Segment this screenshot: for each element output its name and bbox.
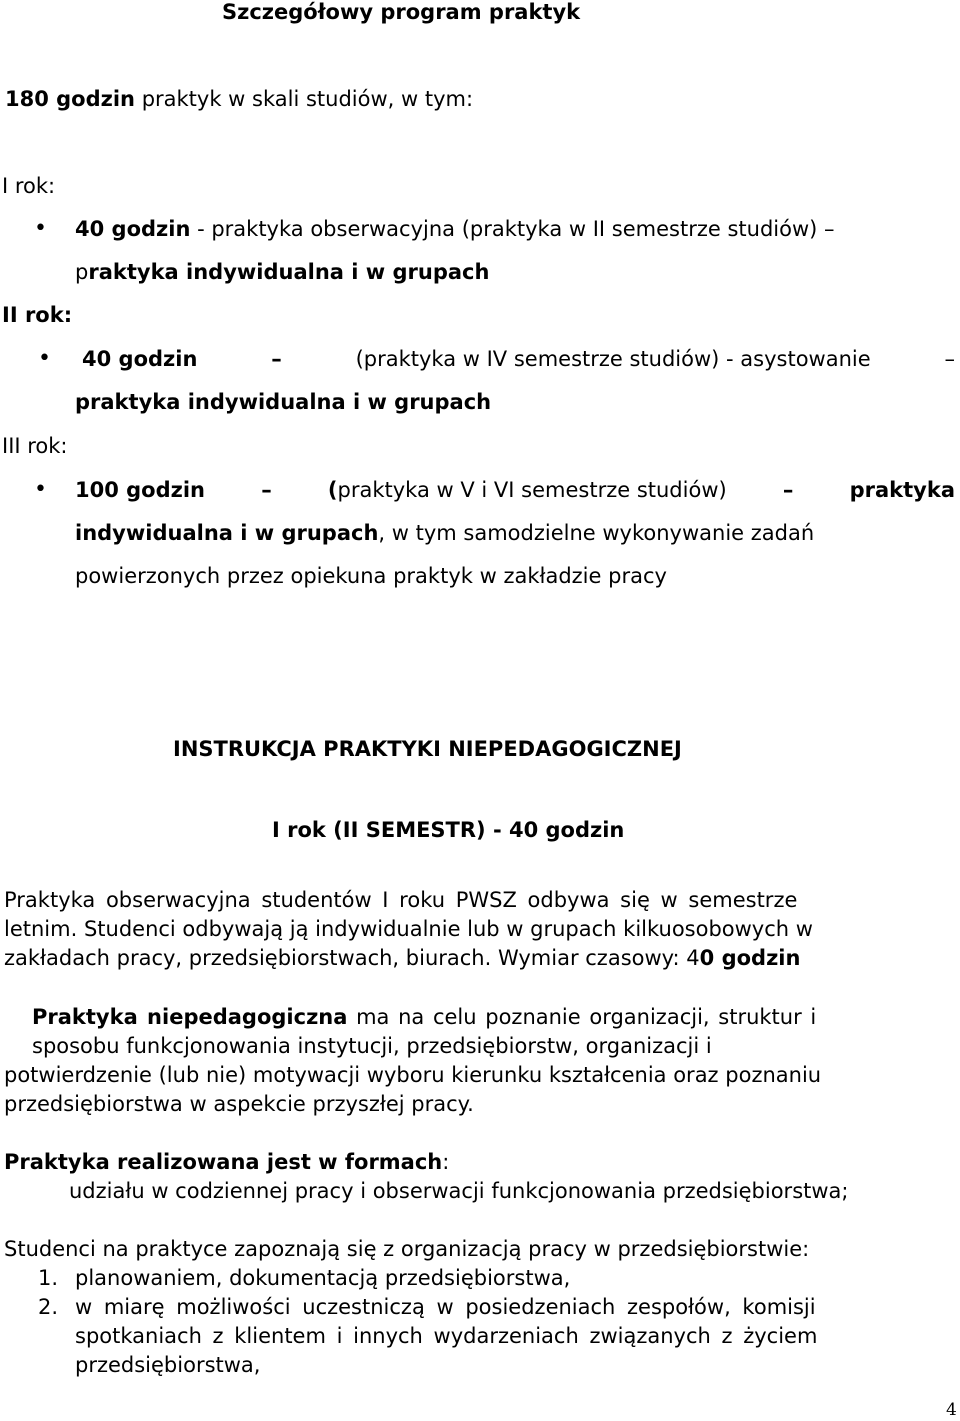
bullet-icon: • xyxy=(34,477,47,502)
summary-rest: praktyk w skali studiów, w tym: xyxy=(135,87,474,111)
forms-item: udziału w codziennej pracy i obserwacji funkcjonowania przedsiębiorstwa; xyxy=(69,1179,849,1203)
org-item-2-line1: w miarę możliwości uczestniczą w posiedzeniach zespołów, komisji xyxy=(75,1295,816,1319)
year1-line1 xyxy=(75,216,835,242)
year3-line2 xyxy=(75,520,814,546)
year3-line3: powierzonych przez opiekuna praktyk w zakładzie pracy xyxy=(75,564,667,588)
bullet-icon: • xyxy=(34,216,47,241)
year3-desc xyxy=(328,477,727,503)
page-title: Szczegółowy program praktyk xyxy=(222,0,581,24)
org-item-number: 2. xyxy=(38,1295,59,1319)
year1-desc: - praktyka obserwacyjna (praktyka w II semestrze studiów) – xyxy=(190,217,835,241)
para2-line1-rest: ma na celu poznanie organizacji, struktur i xyxy=(347,1005,817,1029)
forms-heading-bold: Praktyka realizowana jest w formach xyxy=(4,1150,443,1174)
year3-dash2: – xyxy=(782,478,794,502)
para1-line3-text: zakładach pracy, przedsiębiorstwach, biurach. Wymiar czasowy: 4 xyxy=(4,946,700,970)
year3-paren: ( xyxy=(327,478,338,502)
year2-mid: (praktyka w IV semestrze studiów) - asystowanie xyxy=(355,347,871,371)
para1-line3-bold: 0 godzin xyxy=(699,946,801,970)
year2-hours: 40 godzin xyxy=(82,347,198,371)
year2-line2: praktyka indywidualna i w grupach xyxy=(75,390,492,414)
year2-dash: – xyxy=(271,347,282,371)
org-item-2-line3: przedsiębiorstwa, xyxy=(75,1353,261,1377)
para2-line1 xyxy=(32,1004,816,1030)
para1-line3 xyxy=(4,945,800,971)
para1-line1: Praktyka obserwacyjna studentów I roku PWSZ odbywa się w semestrze xyxy=(4,888,798,912)
year3-line2-bold: indywidualna i w grupach xyxy=(75,521,379,545)
year2-dash2: – xyxy=(944,347,955,371)
instruction-subtitle: I rok (II SEMESTR) - 40 godzin xyxy=(272,818,625,842)
para2-line3: potwierdzenie (lub nie) motywacji wyboru kierunku kształcenia oraz poznaniu xyxy=(4,1063,822,1087)
org-intro: Studenci na praktyce zapoznają się z organizacją pracy w przedsiębiorstwie: xyxy=(4,1237,810,1261)
year3-desc-text: praktyka w V i VI semestrze studiów) xyxy=(337,478,727,502)
year3-hours: 100 godzin xyxy=(75,478,206,502)
year1-line2 xyxy=(75,259,489,285)
year3-praktyka: praktyka xyxy=(849,478,955,502)
org-item-number: 1. xyxy=(38,1266,59,1290)
year3-dash: – xyxy=(261,478,272,502)
year1-label: I rok: xyxy=(2,174,56,198)
forms-heading xyxy=(4,1149,449,1175)
year2-line1 xyxy=(82,346,955,372)
year3-line2-rest: , w tym samodzielne wykonywanie zadań xyxy=(378,521,815,545)
org-item-1: planowaniem, dokumentacją przedsiębiorstwa, xyxy=(75,1266,571,1290)
year1-line2-p: p xyxy=(75,260,89,284)
bullet-icon: • xyxy=(38,346,51,371)
org-item-2-line2: spotkaniach z klientem i innych wydarzeniach związanych z życiem xyxy=(75,1324,818,1348)
instruction-title: INSTRUKCJA PRAKTYKI NIEPEDAGOGICZNEJ xyxy=(173,737,682,761)
summary-hours: 180 godzin xyxy=(5,87,136,111)
para1-line2: letnim. Studenci odbywają ją indywidualnie lub w grupach kilkuosobowych w xyxy=(4,917,813,941)
year3-line1 xyxy=(75,477,955,503)
forms-heading-colon: : xyxy=(442,1150,450,1174)
year1-hours: 40 godzin xyxy=(75,217,191,241)
para2-line2: sposobu funkcjonowania instytucji, przedsiębiorstw, organizacji i xyxy=(32,1034,712,1058)
para2-line4: przedsiębiorstwa w aspekcie przyszłej pracy. xyxy=(4,1092,474,1116)
year3-label: III rok: xyxy=(2,434,68,458)
para2-bold: Praktyka niepedagogiczna xyxy=(32,1005,348,1029)
page-number: 4 xyxy=(946,1400,957,1420)
summary-line xyxy=(5,86,473,112)
year1-line2-bold: raktyka indywidualna i w grupach xyxy=(88,260,490,284)
year2-label: II rok: xyxy=(2,303,73,327)
